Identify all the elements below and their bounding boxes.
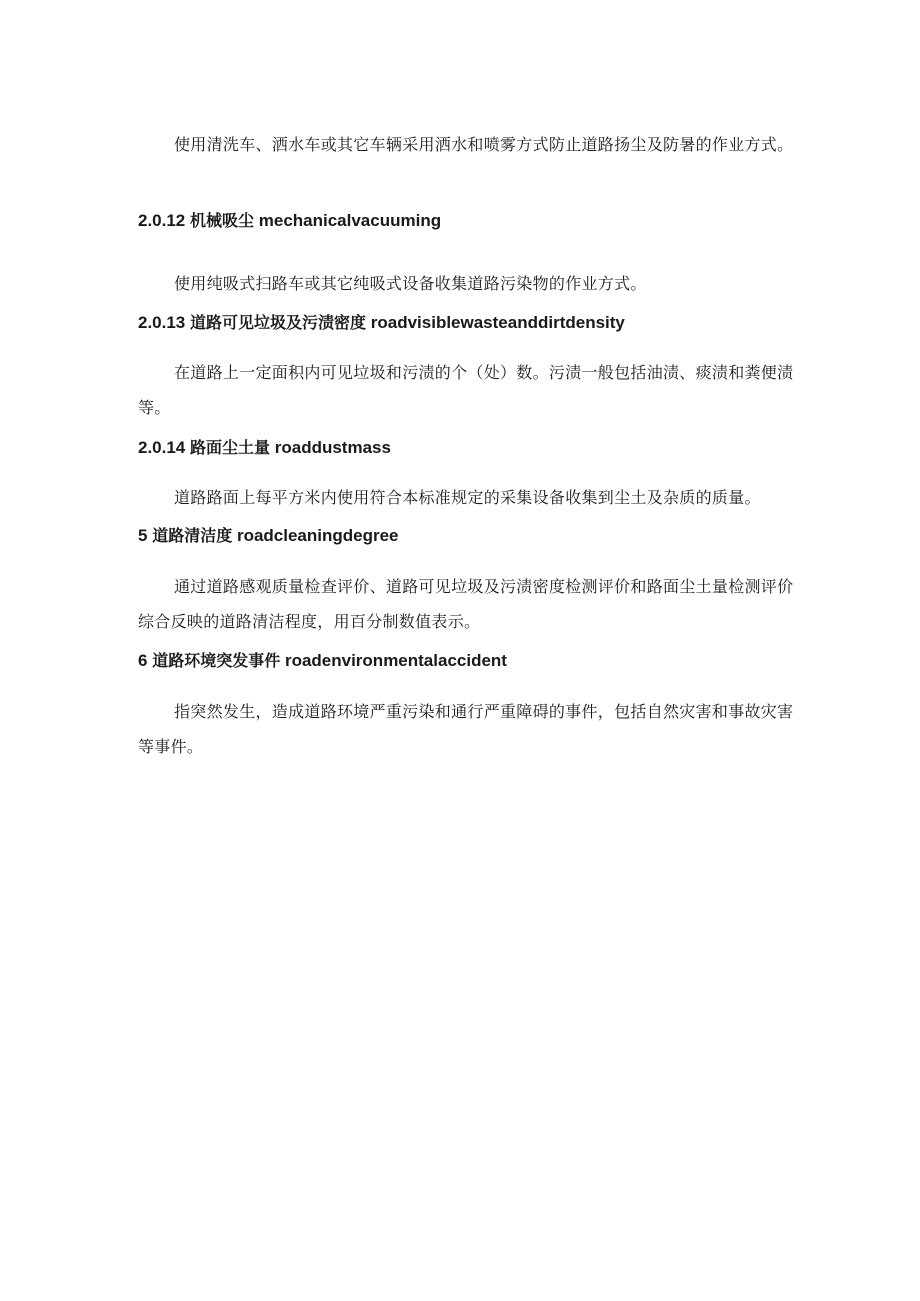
- paragraph-road-cleaning-degree: 通过道路感观质量检查评价、道路可见垃圾及污渍密度检测评价和路面尘土量检测评价综合反映的道路清洁程度，用百分制数值表示。: [138, 577, 794, 631]
- heading-term-zh: 道路清洁度: [152, 526, 233, 545]
- heading-6: [138, 650, 798, 672]
- heading-5: [138, 525, 798, 547]
- heading-term-zh: 机械吸尘: [190, 211, 255, 230]
- heading-number: 6: [138, 651, 148, 670]
- heading-term-en: mechanicalvacuuming: [258, 211, 442, 230]
- heading-term-en: roadvisiblewasteanddirtdensity: [370, 313, 625, 332]
- heading-number: 2.0.14: [138, 438, 186, 457]
- paragraph-road-dust-mass: 道路路面上每平方米内使用符合本标准规定的采集设备收集到尘土及杂质的质量。: [174, 488, 761, 507]
- heading-term-zh: 道路环境突发事件: [152, 651, 281, 670]
- paragraph-environmental-accident: 指突然发生，造成道路环境严重污染和通行严重障碍的事件，包括自然灾害和事故灾害等事件。: [138, 702, 794, 756]
- heading-number: 2.0.13: [138, 313, 186, 332]
- heading-number: 2.0.12: [138, 211, 186, 230]
- heading-term-zh: 道路可见垃圾及污渍密度: [190, 313, 367, 332]
- heading-term-zh: 路面尘土量: [190, 438, 271, 457]
- heading-term-en: roadcleaningdegree: [236, 526, 399, 545]
- heading-term-en: roadenvironmentalaccident: [284, 651, 507, 670]
- heading-2-0-12: [138, 210, 798, 232]
- paragraph-water-spraying: 使用清洗车、洒水车或其它车辆采用洒水和喷雾方式防止道路扬尘及防暑的作业方式。: [174, 135, 794, 154]
- heading-2-0-13: [138, 312, 798, 334]
- heading-number: 5: [138, 526, 148, 545]
- paragraph-visible-waste-density: 在道路上一定面积内可见垃圾和污渍的个（处）数。污渍一般包括油渍、痰渍和粪便渍等。: [138, 363, 794, 417]
- heading-term-en: roaddustmass: [274, 438, 391, 457]
- heading-2-0-14: [138, 437, 798, 459]
- paragraph-mechanical-vacuuming: 使用纯吸式扫路车或其它纯吸式设备收集道路污染物的作业方式。: [174, 274, 647, 293]
